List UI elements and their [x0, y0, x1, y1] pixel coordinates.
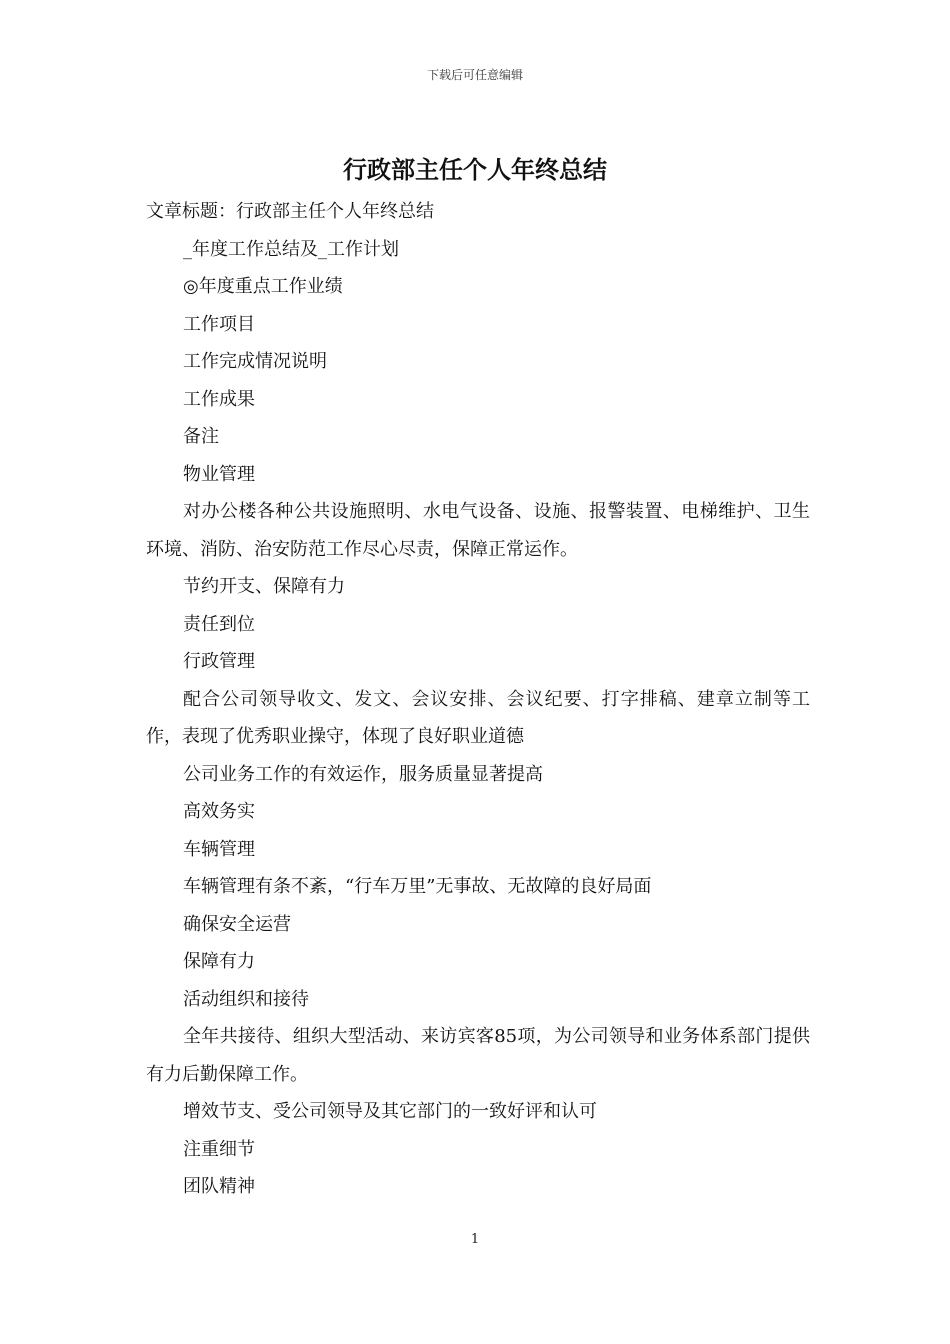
paragraph: 注重细节	[183, 1138, 255, 1160]
paragraph: 车辆管理有条不紊，“行车万里”无事故、无故障的良好局面	[183, 876, 652, 897]
paragraph: 责任到位	[183, 613, 255, 635]
paragraph: 全年共接待、组织大型活动、来访宾客85项，为公司领导和业务体系部门提供有力后勤保障工作。	[146, 1026, 810, 1085]
paragraph: 团队精神	[183, 1176, 255, 1197]
paragraph: 工作成果	[183, 388, 255, 410]
paragraph: ◎年度重点工作业绩	[183, 276, 343, 297]
paragraph: 工作项目	[183, 313, 255, 335]
page-number: 1	[470, 1232, 480, 1247]
paragraph: 行政管理	[183, 651, 255, 672]
paragraph: 文章标题：行政部主任个人年终总结	[146, 201, 434, 222]
paragraph: 保障有力	[183, 951, 255, 972]
paragraph: 确保安全运营	[183, 913, 291, 935]
paragraph: _年度工作总结及_工作计划	[183, 238, 399, 260]
paragraph: 配合公司领导收文、发文、会议安排、会议纪要、打字排稿、建章立制等工作，表现了优秀职业操守，体现了良好职业道德	[146, 688, 810, 747]
paragraph: 车辆管理	[183, 838, 255, 860]
paragraph: 工作完成情况说明	[183, 351, 327, 372]
paragraph: 物业管理	[183, 463, 255, 485]
paragraph: 对办公楼各种公共设施照明、水电气设备、设施、报警装置、电梯维护、卫生环境、消防、治安防范工作尽心尽责，保障正常运作。	[146, 501, 810, 560]
document-body	[146, 193, 810, 1206]
paragraph: 增效节支、受公司领导及其它部门的一致好评和认可	[183, 1101, 597, 1122]
header-note: 下载后可任意编辑	[426, 68, 523, 82]
paragraph: 节约开支、保障有力	[183, 576, 345, 597]
paragraph: 活动组织和接待	[183, 988, 309, 1010]
document-title: 行政部主任个人年终总结	[343, 155, 607, 184]
paragraph: 公司业务工作的有效运作，服务质量显著提高	[183, 763, 543, 785]
paragraph: 备注	[183, 426, 219, 447]
paragraph: 高效务实	[183, 801, 255, 822]
